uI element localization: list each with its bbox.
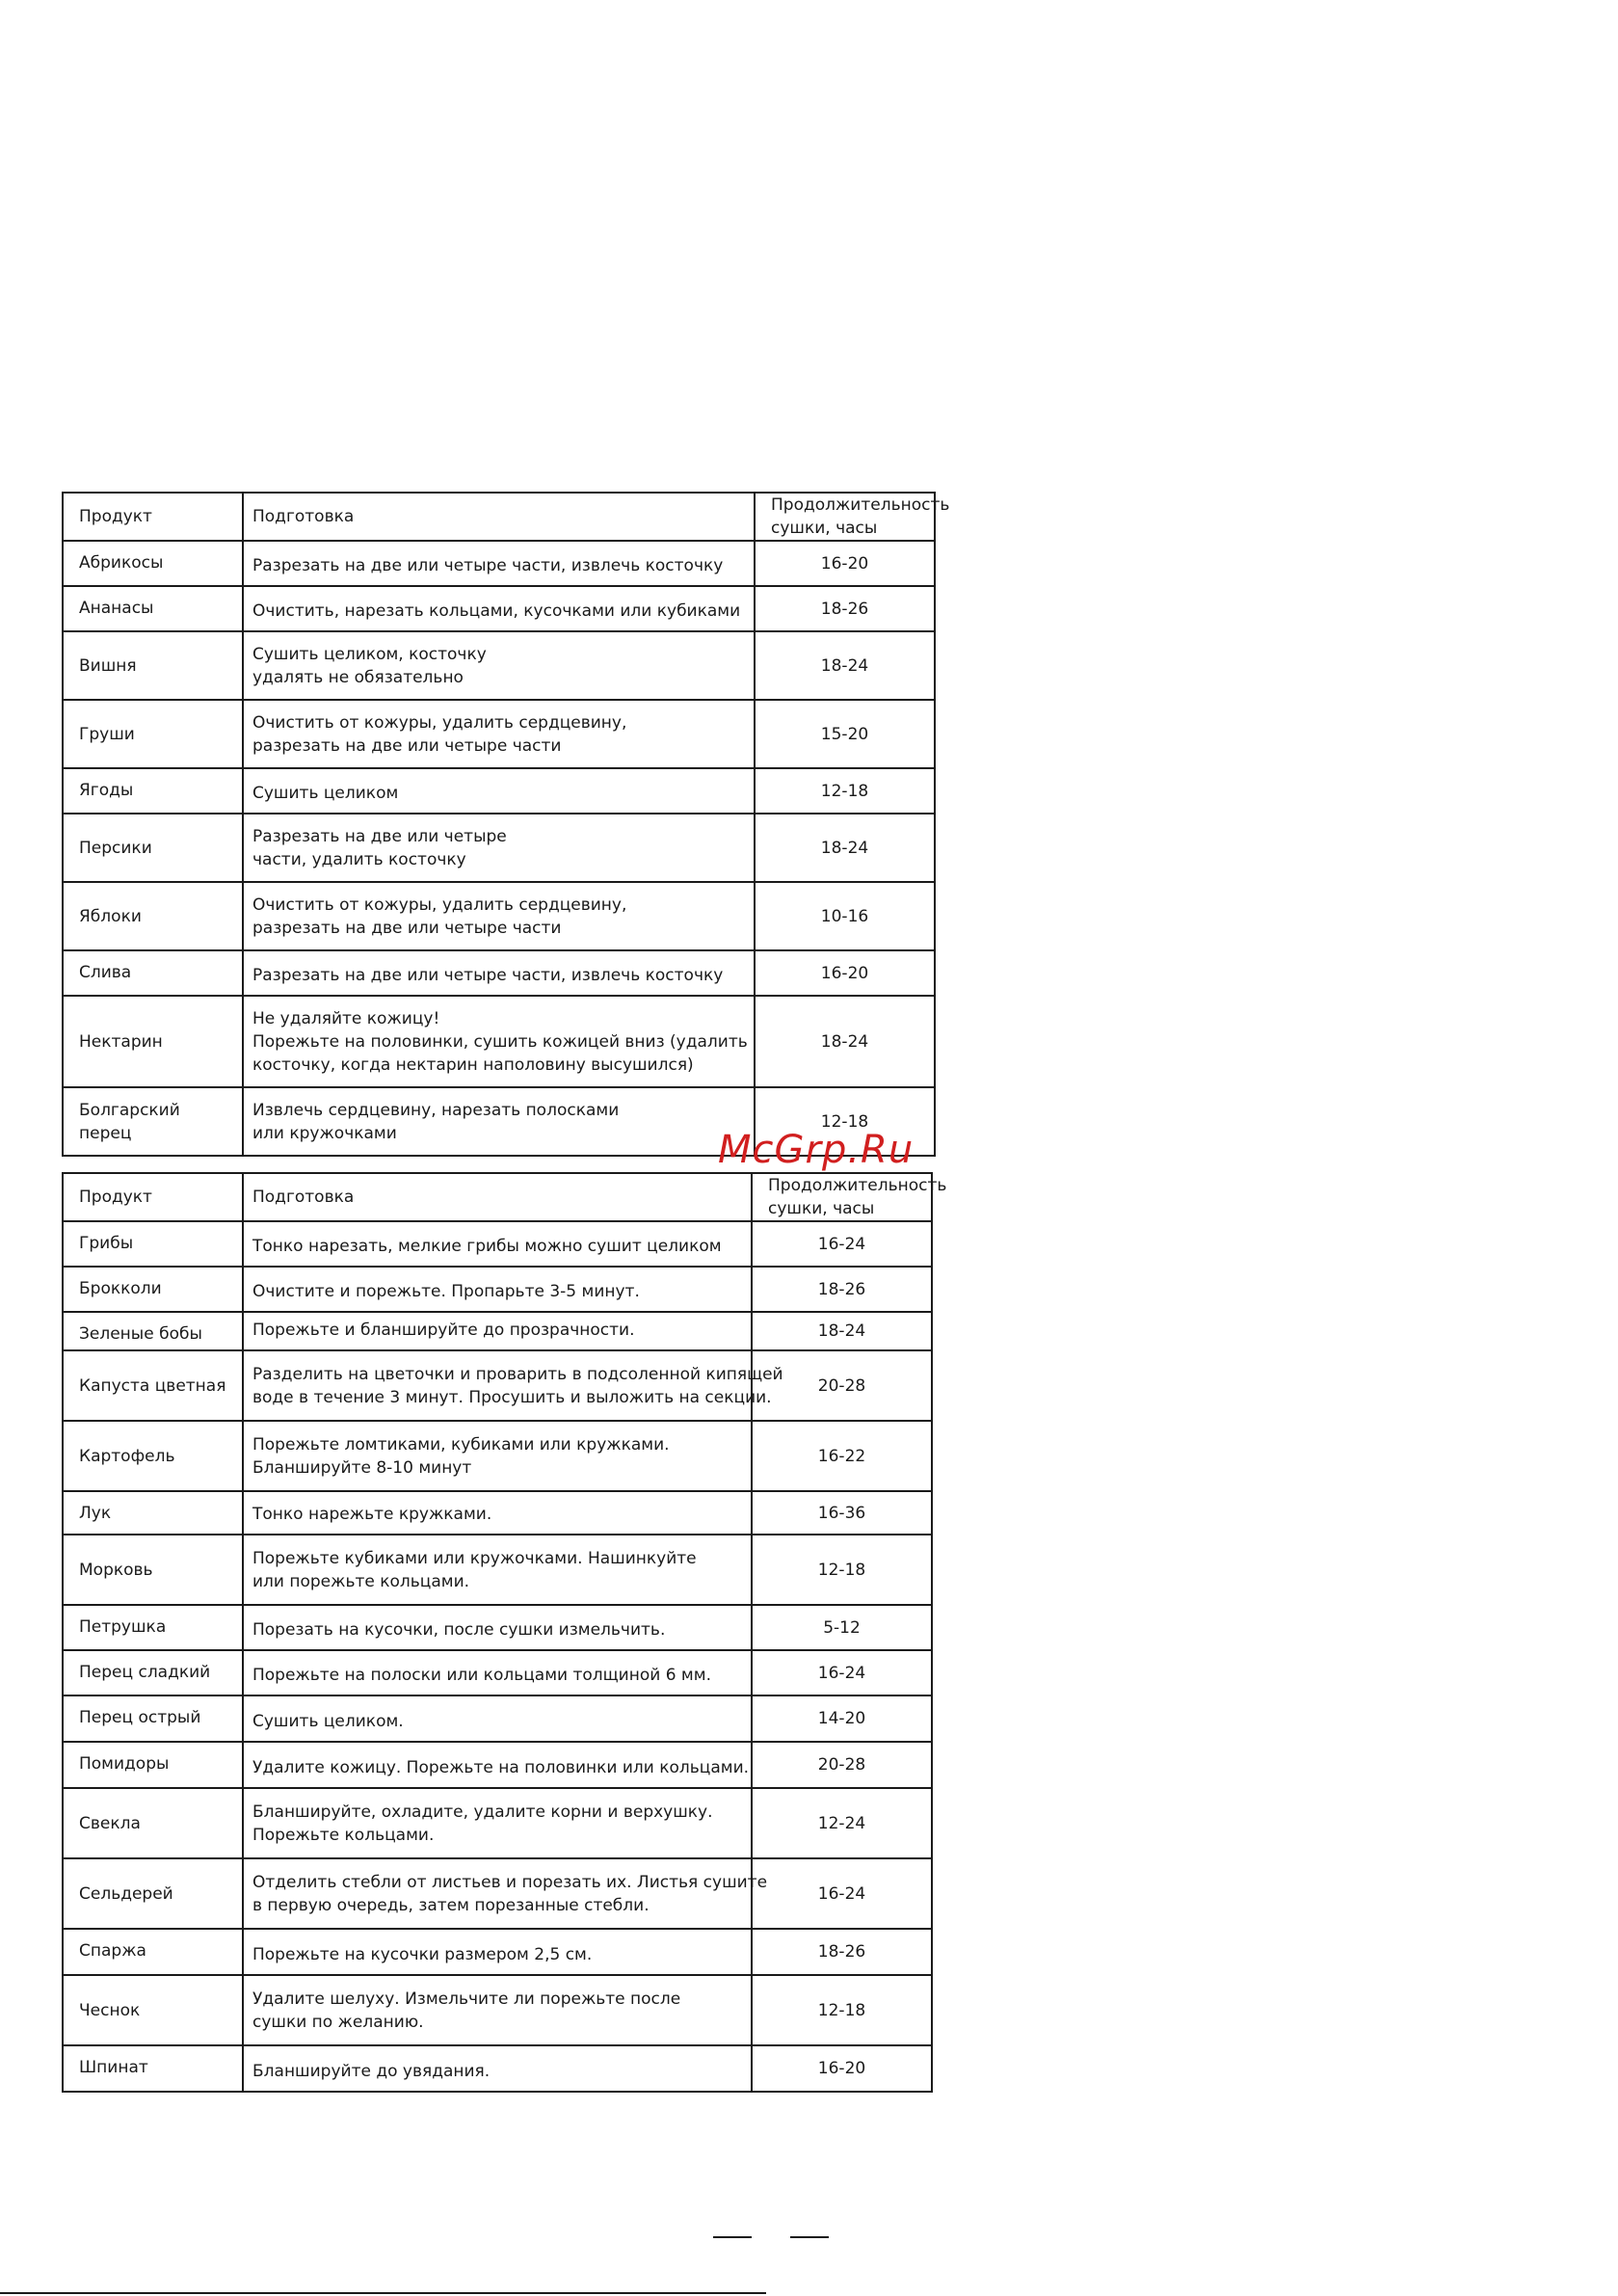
preparation-cell [243,1267,752,1312]
table-row [63,1788,932,1858]
drying-time-cell: 16-24 [752,1221,932,1267]
table-row [63,950,935,996]
table-row [63,1695,932,1742]
product-cell: Спаржа [63,1929,243,1975]
preparation-cell [243,541,755,586]
table-row [63,814,935,882]
header-product: Продукт [63,1173,243,1221]
table-row [63,1605,932,1650]
preparation-line: Порежьте ломтиками, кубиками или кружками. [252,1434,670,1455]
table-row [63,1975,932,2045]
drying-time-cell: 10-16 [755,882,935,950]
header-time-line: сушки, часы [771,519,878,538]
preparation-line: воде в течение 3 минут. Просушить и выложить на секции. [252,1387,772,1407]
header-time-line: Продолжительность [768,1176,947,1195]
product-cell: Болгарский перец [63,1087,243,1156]
product-cell: Свекла [63,1788,243,1858]
product-cell: Чеснок [63,1975,243,2045]
drying-time-cell: 12-18 [752,1975,932,2045]
preparation-cell [243,1087,755,1156]
table-row [63,586,935,631]
product-cell: Перец сладкий [63,1650,243,1695]
page-dash-left [713,2236,752,2238]
preparation-cell [243,700,755,768]
preparation-cell [243,1929,752,1975]
table-row [63,1267,932,1312]
drying-time-cell: 5-12 [752,1605,932,1650]
preparation-line: Очистите и порежьте. Пропарьте 3-5 минут. [252,1282,640,1301]
preparation-line: Сушить целиком [252,784,399,803]
product-cell: Ягоды [63,768,243,814]
table-row [63,1312,932,1350]
drying-time-cell: 16-20 [755,950,935,996]
fruit-drying-table [62,492,950,1157]
table-row [63,2045,932,2092]
drying-time-cell: 18-24 [755,631,935,700]
preparation-cell [243,2045,752,2092]
table-row [63,700,935,768]
product-cell: Грибы [63,1221,243,1267]
product-cell: Нектарин [63,996,243,1087]
preparation-line: Разрезать на две или четыре части, извлечь косточку [252,966,724,985]
product-cell: Помидоры [63,1742,243,1788]
product-cell: Абрикосы [63,541,243,586]
preparation-cell [243,1221,752,1267]
preparation-line: Порежьте на полоски или кольцами толщиной 6 мм. [252,1666,711,1685]
product-cell: Лук [63,1491,243,1535]
drying-time-cell: 16-24 [752,1650,932,1695]
preparation-line: разрезать на две или четыре части [252,735,562,756]
vegetable-drying-table [62,1172,947,2093]
preparation-line: Очистить от кожуры, удалить сердцевину, [252,712,627,733]
preparation-line: Тонко нарежьте кружками. [252,1505,492,1524]
preparation-line: Сушить целиком. [252,1712,404,1731]
table-row [63,1421,932,1491]
table-row [63,631,935,700]
drying-time-cell: 18-26 [752,1267,932,1312]
preparation-line: или кружочками [252,1123,397,1143]
preparation-cell [243,1858,768,1929]
drying-time-cell: 14-20 [752,1695,932,1742]
table-row [63,1650,932,1695]
preparation-line: Бланшируйте 8-10 минут [252,1457,472,1478]
vegetable-table-body [63,1173,947,2092]
preparation-line: Не удаляйте кожицу! [252,1008,440,1028]
preparation-cell [243,586,755,631]
preparation-line: или порежьте кольцами. [252,1571,470,1591]
product-cell: Слива [63,950,243,996]
preparation-line: части, удалить косточку [252,849,466,869]
product-cell: Шпинат [63,2045,243,2092]
preparation-line: Отделить стебли от листьев и порезать их. Листья сушите [252,1872,768,1892]
preparation-line: Сушить целиком, косточку [252,644,487,664]
preparation-cell [243,1312,752,1350]
product-cell: Вишня [63,631,243,700]
preparation-cell [243,631,755,700]
product-cell: Перец острый [63,1695,243,1742]
table-row [63,768,935,814]
table-row [63,1742,932,1788]
table-row [63,882,935,950]
drying-time-cell: 20-28 [752,1350,932,1421]
fruit-table-body [63,493,950,1156]
preparation-line: Удалите шелуху. Измельчите ли порежьте после [252,1989,681,2009]
header-time [752,1173,947,1221]
preparation-line: Разделить на цветочки и проварить в подсоленной кипящей [252,1364,783,1384]
product-cell: Персики [63,814,243,882]
preparation-cell [243,1535,752,1605]
drying-time-cell: 12-18 [755,768,935,814]
product-cell: Картофель [63,1421,243,1491]
preparation-line: Порезать на кусочки, после сушки измельчить. [252,1620,666,1640]
drying-time-cell: 16-24 [752,1858,932,1929]
preparation-cell [243,1491,752,1535]
drying-time-cell: 12-24 [752,1788,932,1858]
drying-time-cell: 18-24 [752,1312,932,1350]
watermark: McGrp.Ru [718,1128,915,1172]
header-row [63,493,935,541]
product-cell: Брокколи [63,1267,243,1312]
preparation-cell [243,1350,783,1421]
preparation-line: Порежьте кубиками или кружочками. Нашинкуйте [252,1548,697,1568]
table-row [63,541,935,586]
preparation-cell [243,768,755,814]
drying-time-cell: 16-20 [755,541,935,586]
preparation-cell [243,1605,752,1650]
preparation-line: сушки по желанию. [252,2012,424,2032]
preparation-cell [243,814,755,882]
product-cell: Капуста цветная [63,1350,243,1421]
preparation-cell [243,1788,752,1858]
preparation-line: косточку, когда нектарин наполовину высушился) [252,1055,694,1075]
preparation-line: Порежьте на половинки, сушить кожицей вниз (удалить [252,1031,748,1052]
preparation-cell [243,1742,752,1788]
bottom-rule [0,2292,766,2294]
preparation-line: Разрезать на две или четыре части, извлечь косточку [252,556,724,575]
drying-time-cell: 15-20 [755,700,935,768]
product-cell: Ананасы [63,586,243,631]
preparation-cell [243,950,755,996]
table-row [63,1221,932,1267]
header-time [755,493,950,541]
header-row [63,1173,932,1221]
product-cell: Петрушка [63,1605,243,1650]
preparation-line: Бланшируйте до увядания. [252,2062,491,2081]
header-prep: Подготовка [243,1173,752,1221]
table-row [63,1491,932,1535]
table-row [63,1535,932,1605]
preparation-line: Очистить от кожуры, удалить сердцевину, [252,894,627,915]
product-cell: Груши [63,700,243,768]
drying-time-cell: 18-24 [755,814,935,882]
preparation-line: разрезать на две или четыре части [252,918,562,938]
preparation-line: Порежьте и бланшируйте до прозрачности. [252,1321,635,1340]
header-time-line: Продолжительность [771,495,950,515]
preparation-line: Тонко нарезать, мелкие грибы можно сушит целиком [252,1237,722,1256]
drying-time-cell: 12-18 [755,1087,935,1156]
preparation-line: Удалите кожицу. Порежьте на половинки или кольцами. [252,1758,750,1777]
preparation-cell [243,1975,752,2045]
drying-time-cell: 16-36 [752,1491,932,1535]
table-row [63,1929,932,1975]
preparation-line: Очистить, нарезать кольцами, кусочками или кубиками [252,601,741,621]
preparation-line: Разрезать на две или четыре [252,826,507,846]
page-dash-right [790,2236,829,2238]
drying-time-cell: 20-28 [752,1742,932,1788]
preparation-cell [243,1695,752,1742]
table-row [63,1350,932,1421]
drying-time-cell: 12-18 [752,1535,932,1605]
header-product: Продукт [63,493,243,541]
preparation-line: Порежьте кольцами. [252,1825,435,1845]
product-cell: Морковь [63,1535,243,1605]
drying-time-cell: 16-20 [752,2045,932,2092]
header-time-line: сушки, часы [768,1199,875,1218]
header-prep: Подготовка [243,493,755,541]
drying-time-cell: 18-24 [755,996,935,1087]
preparation-cell [243,1421,752,1491]
product-cell: Сельдерей [63,1858,243,1929]
table-row [63,1858,932,1929]
preparation-line: Порежьте на кусочки размером 2,5 см. [252,1945,593,1964]
preparation-line: в первую очередь, затем порезанные стебли. [252,1895,650,1915]
drying-time-cell: 18-26 [752,1929,932,1975]
product-cell: Яблоки [63,882,243,950]
preparation-line: Бланшируйте, охладите, удалите корни и верхушку. [252,1802,713,1822]
preparation-cell [243,996,755,1087]
drying-time-cell: 16-22 [752,1421,932,1491]
preparation-cell [243,1650,752,1695]
preparation-line: Извлечь сердцевину, нарезать полосками [252,1100,620,1120]
drying-time-cell: 18-26 [755,586,935,631]
product-cell: Зеленые бобы [63,1312,243,1350]
preparation-cell [243,882,755,950]
preparation-line: удалять не обязательно [252,667,464,687]
table-row [63,996,935,1087]
